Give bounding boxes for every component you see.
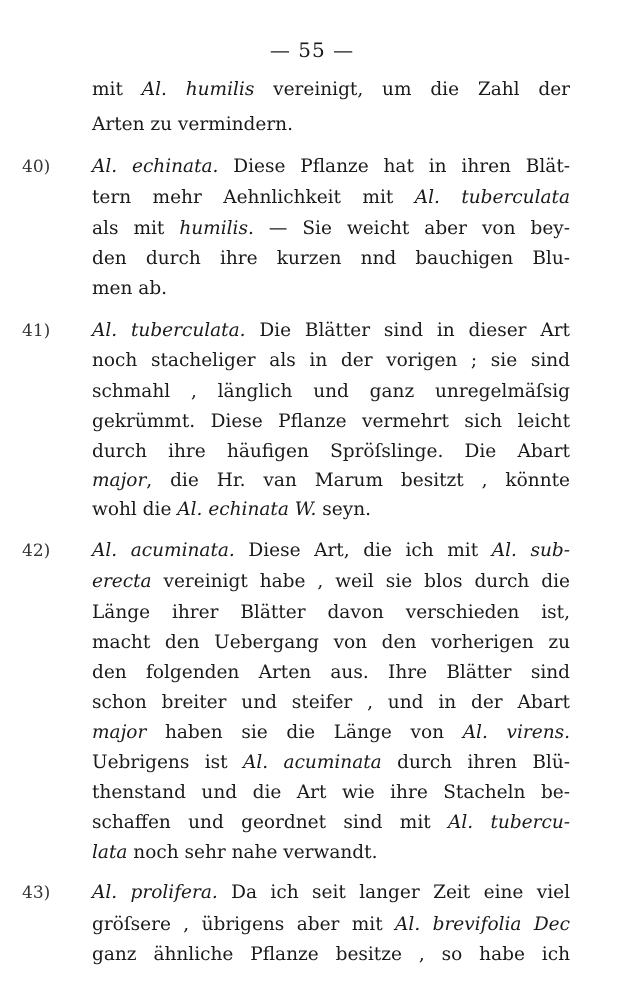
text-line: macht den Uebergang von den vorherigen zu	[92, 632, 570, 653]
text-line: den durch ihre kurzen nnd bauchigen Blu-	[92, 248, 570, 269]
text-line: gekrümmt. Diese Pflanze vermehrt sich leicht	[92, 411, 570, 432]
text-line: Länge ihrer Blätter davon verschieden ist,	[92, 602, 570, 623]
entry-number: 42)	[22, 541, 51, 561]
text-line: Arten zu vermindern.	[92, 114, 293, 135]
page-number-header: — 55 —	[269, 38, 355, 62]
text-line: erecta vereinigt habe , weil sie blos durch die	[92, 571, 570, 592]
text-line: Al. echinata. Diese Pflanze hat in ihren Blät-	[92, 156, 571, 177]
text-line: major haben sie die Länge von Al. virens.	[92, 722, 570, 743]
text-line: thenstand und die Art wie ihre Stacheln be-	[92, 782, 570, 803]
text-line: noch stacheliger als in der vorigen ; sie sind	[92, 350, 570, 371]
text-line: gröſsere , übrigens aber mit Al. brevifolia Dec	[92, 914, 570, 935]
entry-number: 43)	[22, 883, 51, 903]
text-line: men ab.	[92, 278, 168, 299]
text-line: Uebrigens ist Al. acuminata durch ihren Blü-	[92, 752, 570, 773]
text-line: ganz ähnliche Pflanze besitze , so habe ich	[92, 944, 570, 965]
entry-number: 40)	[22, 157, 51, 177]
text-line: schaffen und geordnet sind mit Al. tubercu-	[92, 812, 570, 833]
text-line: den folgenden Arten aus. Ihre Blätter sind	[92, 662, 570, 683]
text-line: als mit humilis. — Sie weicht aber von bey-	[92, 218, 570, 239]
text-line: schmahl , länglich und ganz unregelmäſsig	[92, 381, 570, 402]
text-line: wohl die Al. echinata W. seyn.	[92, 499, 371, 520]
text-line: mit Al. humilis vereinigt, um die Zahl der	[92, 79, 571, 100]
text-line: Al. prolifera. Da ich seit langer Zeit eine viel	[92, 882, 570, 903]
text-line: durch ihre häufigen Spröſslinge. Die Abart	[92, 441, 570, 462]
text-line: Al. acuminata. Diese Art, die ich mit Al. sub-	[92, 540, 570, 561]
entry-number: 41)	[22, 321, 51, 341]
text-line: schon breiter und steifer , und in der Abart	[92, 692, 570, 713]
text-line: lata noch sehr nahe verwandt.	[92, 842, 378, 863]
text-line: major, die Hr. van Marum besitzt , könnte	[92, 470, 570, 491]
text-line: tern mehr Aehnlichkeit mit Al. tuberculata	[92, 187, 570, 208]
text-line: Al. tuberculata. Die Blätter sind in dieser Art	[92, 320, 570, 341]
